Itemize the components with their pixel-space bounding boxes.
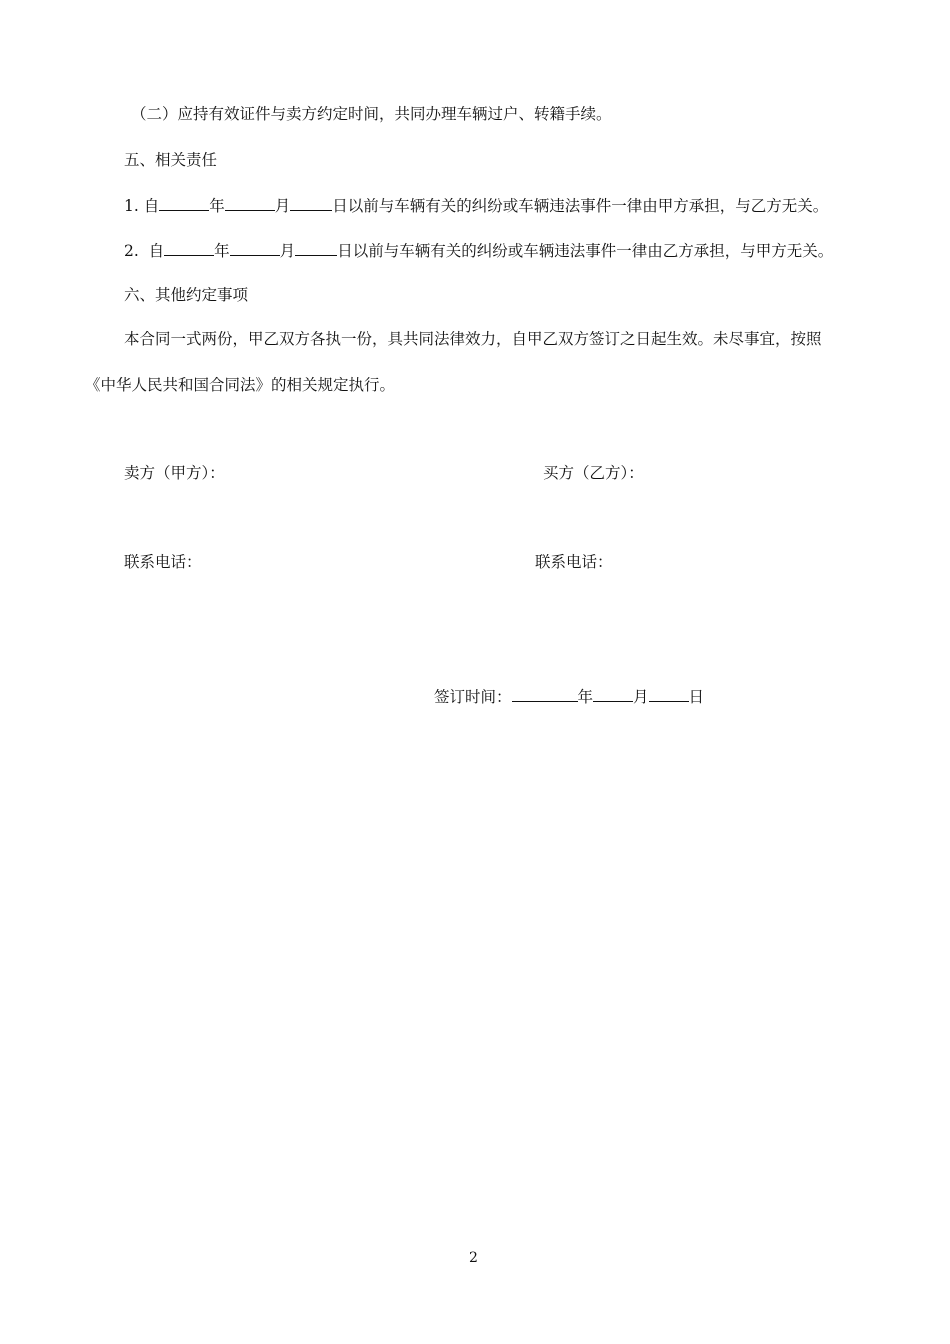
section-6-paragraph-line-1: 本合同一式两份，甲乙双方各执一份，具共同法律效力，自甲乙双方签订之日起生效。未尽事宜，按照 <box>124 330 822 348</box>
item-2-year-label: 年 <box>214 242 230 260</box>
buyer-phone-label: 联系电话： <box>535 553 613 571</box>
item-2-year-blank[interactable] <box>164 240 214 256</box>
item-1-month-blank[interactable] <box>225 195 275 211</box>
item-1-year-label: 年 <box>209 197 225 215</box>
liability-item-1 <box>124 195 828 216</box>
item-2-prefix: 2. 自 <box>124 242 165 260</box>
seller-label: 卖方（甲方）： <box>124 464 225 482</box>
sign-date-year-blank[interactable] <box>512 686 578 702</box>
seller-phone-label: 联系电话： <box>124 553 202 571</box>
item-2-day-blank[interactable] <box>295 240 337 256</box>
sign-date-month-blank[interactable] <box>593 686 633 702</box>
item-2-month-blank[interactable] <box>230 240 280 256</box>
item-1-year-blank[interactable] <box>159 195 209 211</box>
clause-2-2: （二）应持有效证件与卖方约定时间，共同办理车辆过户、转籍手续。 <box>131 105 612 123</box>
item-1-month-label: 月 <box>274 197 291 215</box>
item-1-suffix: 日以前与车辆有关的纠纷或车辆违法事件一律由甲方承担，与乙方无关。 <box>332 197 829 215</box>
page-number: 2 <box>469 1250 478 1266</box>
section-6-paragraph-line-2: 《中华人民共和国合同法》的相关规定执行。 <box>85 376 396 394</box>
item-2-month-label: 月 <box>279 242 296 260</box>
buyer-label: 买方（乙方）： <box>543 464 644 482</box>
item-2-suffix: 日以前与车辆有关的纠纷或车辆违法事件一律由乙方承担，与甲方无关。 <box>337 242 834 260</box>
sign-date-month: 月 <box>633 688 649 706</box>
section-6-heading: 六、其他约定事项 <box>124 286 249 304</box>
liability-item-2 <box>124 240 833 261</box>
sign-date-year: 年 <box>577 688 594 706</box>
item-1-day-blank[interactable] <box>290 195 332 211</box>
section-5-heading: 五、相关责任 <box>124 151 218 169</box>
sign-date-label: 签订时间： <box>434 688 512 706</box>
sign-date-day: 日 <box>688 688 705 706</box>
sign-date <box>434 686 704 707</box>
sign-date-day-blank[interactable] <box>649 686 689 702</box>
item-1-prefix: 1. 自 <box>124 197 160 215</box>
